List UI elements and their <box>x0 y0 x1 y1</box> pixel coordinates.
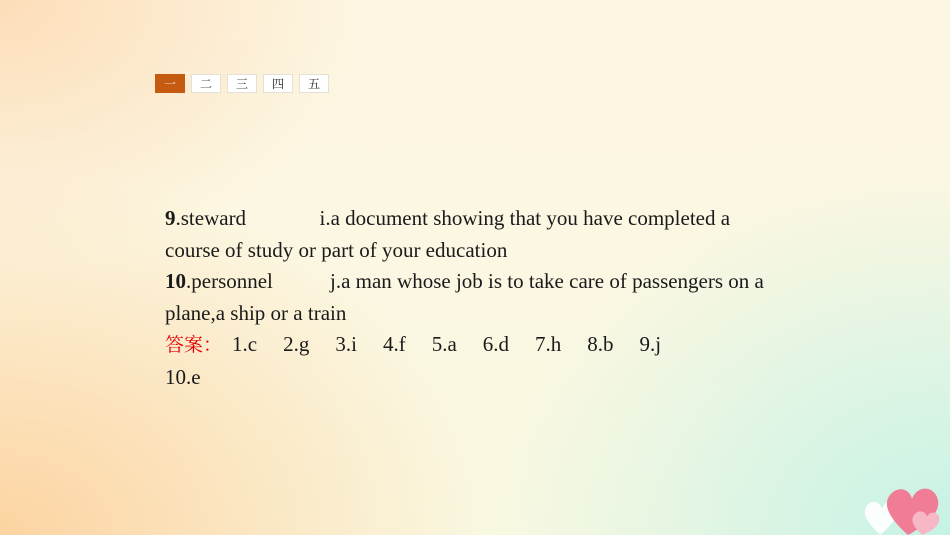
answer-value: 3.i <box>335 332 357 356</box>
item-9-definition: i.a document showing that you have completed a <box>319 206 731 230</box>
vocabulary-content <box>165 203 775 393</box>
tab-5[interactable]: 五 <box>299 74 329 93</box>
tab-2[interactable]: 二 <box>191 74 221 93</box>
item-9-line-1 <box>165 203 775 235</box>
tab-4[interactable]: 四 <box>263 74 293 93</box>
answer-label: 答案： <box>165 334 223 356</box>
item-9-word: .steward <box>175 206 247 230</box>
answer-value: 6.d <box>482 332 510 356</box>
answer-line-2: 10.e <box>165 364 201 389</box>
item-10-number: 10 <box>165 269 186 293</box>
answer-value: 8.b <box>587 332 614 356</box>
answer-value: 7.h <box>535 332 562 356</box>
answer-value: 9.j <box>639 332 662 356</box>
tab-1[interactable]: 一 <box>155 74 185 93</box>
item-9-number: 9 <box>165 206 176 230</box>
item-10-definition: j.a man whose job is to take care of passengers on a <box>330 269 764 293</box>
answer-line <box>165 329 775 362</box>
hearts-icon <box>860 475 950 535</box>
answer-value: 5.a <box>431 332 457 356</box>
item-10-word: .personnel <box>186 269 273 293</box>
tab-3[interactable]: 三 <box>227 74 257 93</box>
item-10-line-2: plane,a ship or a train <box>165 300 347 325</box>
item-9-line-2: course of study or part of your education <box>165 237 508 262</box>
section-tabs <box>155 74 329 93</box>
answer-value: 2.g <box>283 332 310 356</box>
item-10-line-1 <box>165 266 775 298</box>
answer-value: 1.c <box>232 332 258 356</box>
answer-value: 4.f <box>382 332 406 356</box>
